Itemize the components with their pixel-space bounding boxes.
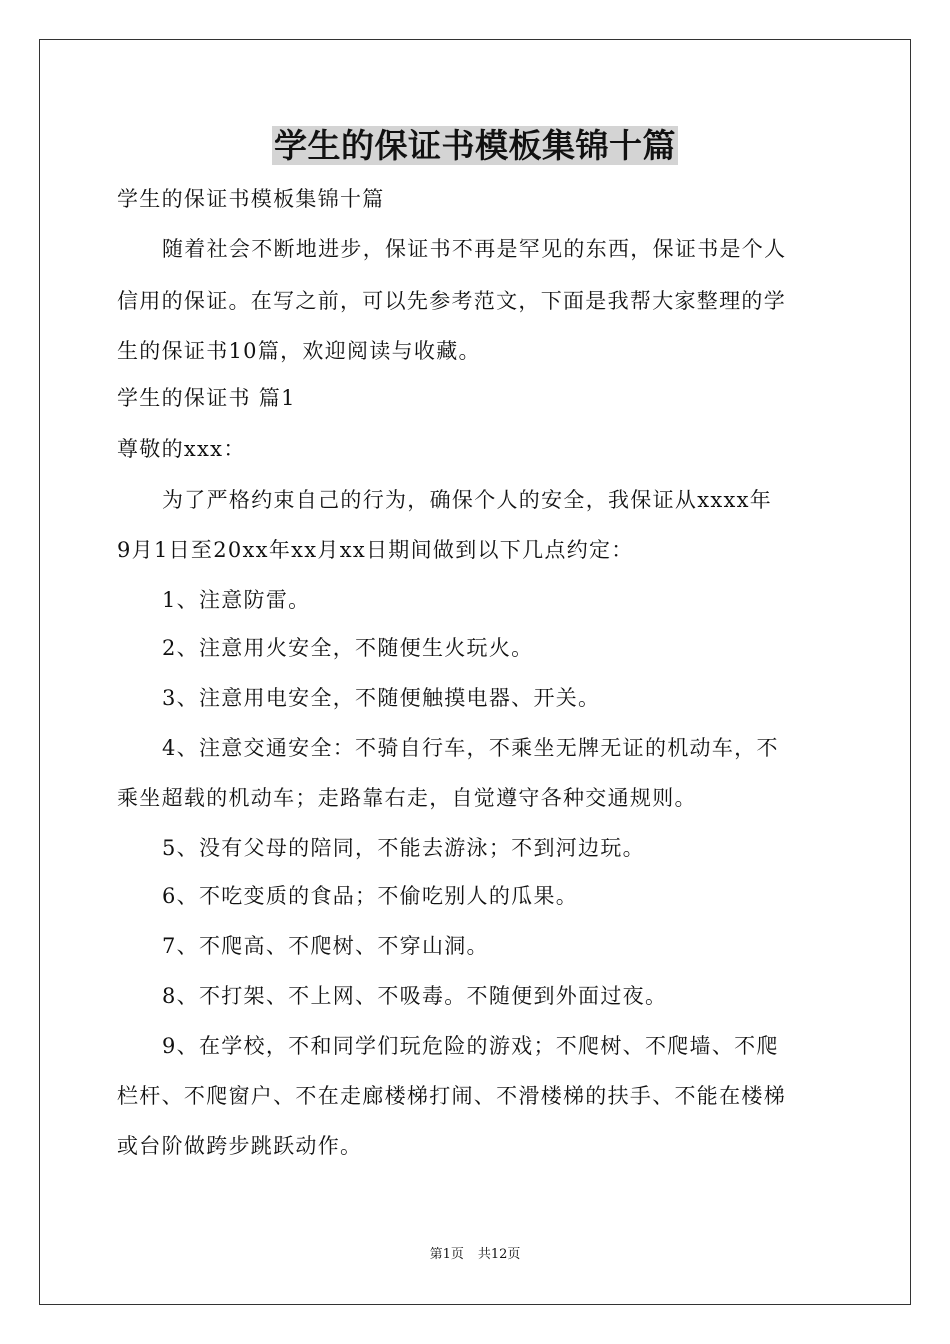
paragraph-line: 生的保证书10篇，欢迎阅读与收藏。: [117, 339, 481, 363]
list-item-continued: 或台阶做跨步跳跃动作。: [117, 1134, 363, 1158]
list-item: 3、注意用电安全，不随便触摸电器、开关。: [162, 686, 601, 710]
list-item: 6、不吃变质的食品；不偷吃别人的瓜果。: [162, 884, 579, 908]
salutation: 尊敬的xxx：: [117, 437, 246, 461]
list-item: 5、没有父母的陪同，不能去游泳；不到河边玩。: [162, 836, 645, 860]
page-frame: [39, 39, 911, 1305]
list-item: 8、不打架、不上网、不吸毒。不随便到外面过夜。: [162, 984, 668, 1008]
paragraph-line: 9月1日至20xx年xx月xx日期间做到以下几点约定：: [117, 538, 634, 562]
paragraph-line: 为了严格约束自己的行为，确保个人的安全，我保证从xxxx年: [162, 488, 773, 512]
section-heading: 学生的保证书 篇1: [117, 386, 296, 410]
paragraph-line: 随着社会不断地进步，保证书不再是罕见的东西，保证书是个人: [162, 237, 787, 261]
paragraph-line: 信用的保证。在写之前，可以先参考范文，下面是我帮大家整理的学: [117, 289, 786, 313]
list-item: 9、在学校，不和同学们玩危险的游戏；不爬树、不爬墙、不爬: [162, 1034, 779, 1058]
document-title: [0, 122, 950, 170]
list-item: 4、注意交通安全：不骑自行车，不乘坐无牌无证的机动车，不: [162, 736, 779, 760]
list-item-continued: 栏杆、不爬窗户、不在走廊楼梯打闹、不滑楼梯的扶手、不能在楼梯: [117, 1084, 786, 1108]
document-title-text: 学生的保证书模板集锦十篇: [274, 126, 676, 165]
list-item: 7、不爬高、不爬树、不穿山洞。: [162, 934, 489, 958]
subtitle-line: 学生的保证书模板集锦十篇: [117, 187, 385, 211]
page-number: 第1页: [429, 1247, 464, 1262]
page-footer: [0, 1246, 950, 1264]
list-item-continued: 乘坐超载的机动车；走路靠右走，自觉遵守各种交通规则。: [117, 786, 697, 810]
list-item: 2、注意用火安全，不随便生火玩火。: [162, 636, 534, 660]
page-total: 共12页: [477, 1247, 521, 1262]
list-item: 1、注意防雷。: [162, 588, 311, 612]
